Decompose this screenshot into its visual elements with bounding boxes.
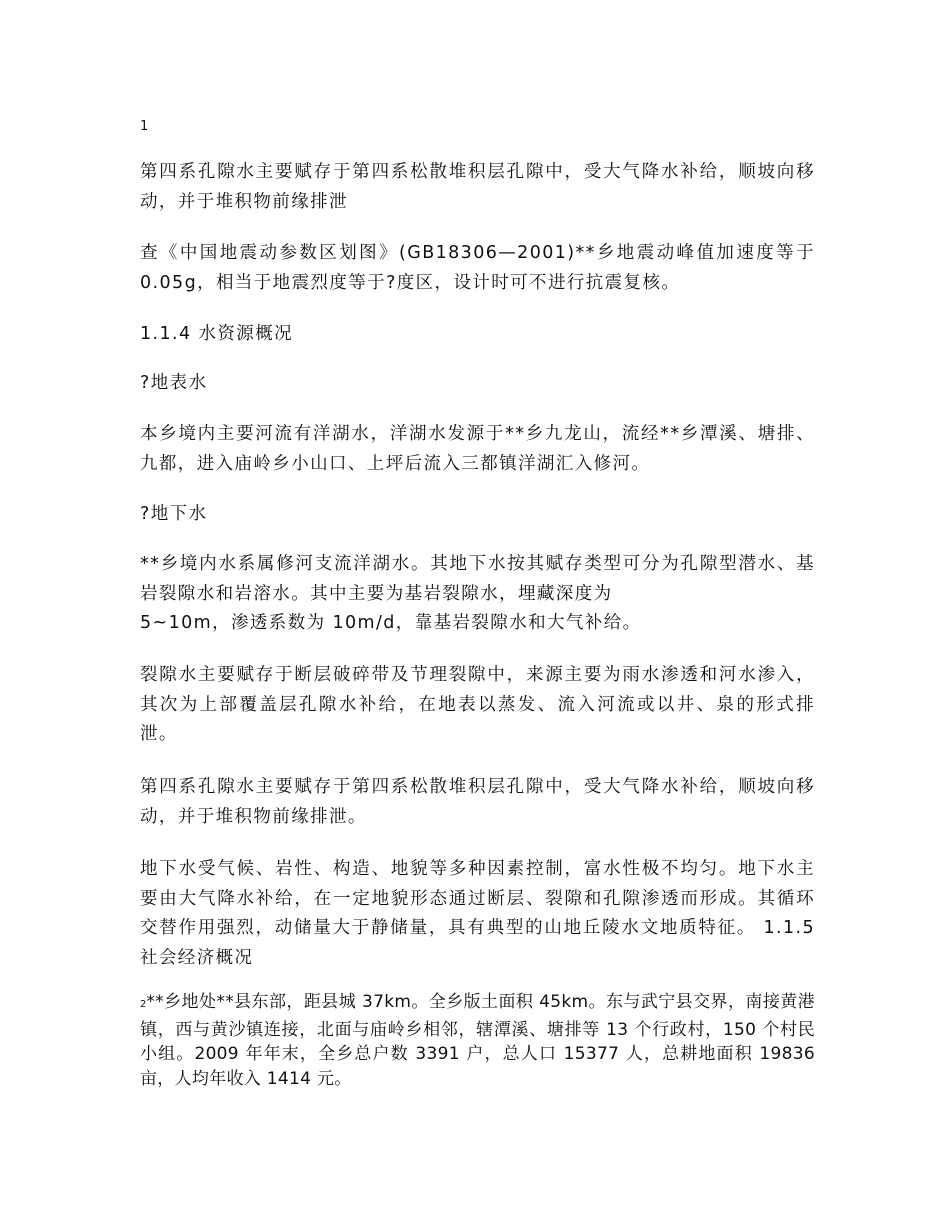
paragraph-text: **乡境内水系属修河支流洋湖水。其地下水按其赋存类型可分为孔隙型潜水、基岩裂隙水和岩溶水。其中主要为基岩裂隙水，埋藏深度为 bbox=[140, 554, 815, 604]
paragraph-text bbox=[140, 990, 815, 1091]
section-heading-water-resources bbox=[140, 320, 815, 350]
subheading-groundwater bbox=[140, 500, 815, 530]
page-number: 1 bbox=[140, 119, 149, 134]
footnote-marker: 2 bbox=[140, 999, 147, 1010]
paragraph-groundwater-quaternary-1 bbox=[140, 158, 815, 217]
paragraph-text: 裂隙水主要赋存于断层破碎带及节理裂隙中，来源主要为雨水渗透和河水渗入，其次为上部覆盖层孔隙水补给，在地表以蒸发、流入河流或以井、泉的形式排泄。 bbox=[140, 665, 815, 744]
paragraph-surface-water bbox=[140, 420, 815, 479]
heading-text: ?地表水 bbox=[140, 373, 208, 393]
paragraph-groundwater-types bbox=[140, 550, 815, 639]
paragraph-text: 第四系孔隙水主要赋存于第四系松散堆积层孔隙中，受大气降水补给，顺坡向移动，并于堆积物前缘排泄。 bbox=[140, 777, 815, 827]
paragraph-text-continued: 5~10m，渗透系数为 10m/d，靠基岩裂隙水和大气补给。 bbox=[140, 613, 642, 633]
paragraph-text: 地下水受气候、岩性、构造、地貌等多种因素控制，富水性极不均匀。地下水主要由大气降水补给，在一定地貌形态通过断层、裂隙和孔隙渗透而形成。其循环交替作用强烈，动储量大于静储量，具有典型的山地丘陵水文地质特征。 1.1.5 社会经济概况 bbox=[140, 859, 815, 968]
paragraph-socioeconomic bbox=[140, 990, 815, 1091]
heading-text: 1.1.4 水资源概况 bbox=[140, 324, 293, 344]
paragraph-seismic bbox=[140, 239, 815, 298]
paragraph-fissure-water bbox=[140, 661, 815, 750]
paragraph-groundwater-characteristics bbox=[140, 855, 815, 973]
socioeconomic-text: **乡地处**县东部，距县城 37km。全乡版土面积 45km。东与武宁县交界，南接黄港镇，西与黄沙镇连接，北面与庙岭乡相邻，辖潭溪、塘排等 13 个行政村，150 个村民小组。2009 年年末，全乡总户数 3391 户，总人口 15377 人，总耕地面积 19836 亩，人均年收入 1414 元。 bbox=[140, 992, 815, 1089]
paragraph-text: 本乡境内主要河流有洋湖水，洋湖水发源于**乡九龙山，流经**乡潭溪、塘排、九都，进入庙岭乡小山口、上坪后流入三都镇洋湖汇入修河。 bbox=[140, 424, 815, 474]
paragraph-text: 第四系孔隙水主要赋存于第四系松散堆积层孔隙中，受大气降水补给，顺坡向移动，并于堆积物前缘排泄 bbox=[140, 162, 815, 212]
heading-text: ?地下水 bbox=[140, 504, 208, 524]
paragraph-text: 查《中国地震动参数区划图》(GB18306—2001)**乡地震动峰值加速度等于 0.05g，相当于地震烈度等于?度区，设计时可不进行抗震复核。 bbox=[140, 243, 815, 293]
subheading-surface-water bbox=[140, 369, 815, 399]
paragraph-groundwater-quaternary-2 bbox=[140, 773, 815, 832]
